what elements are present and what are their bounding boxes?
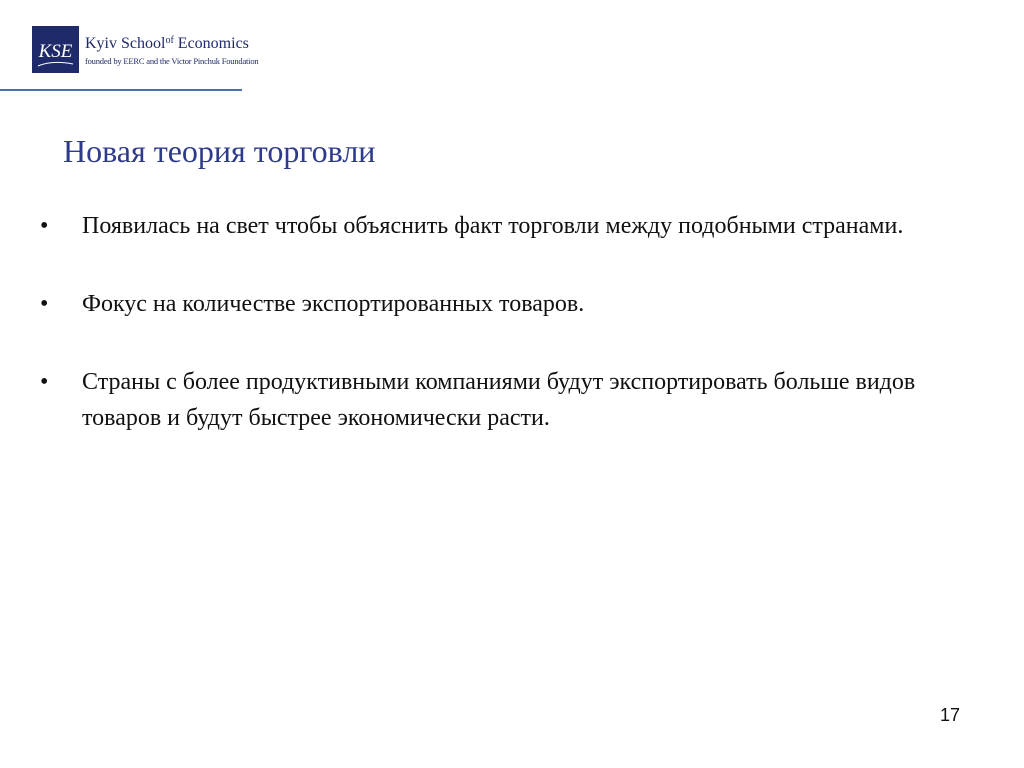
kse-logo — [32, 26, 259, 76]
header-divider — [0, 89, 242, 91]
slide-title: Новая теория торговли — [63, 133, 376, 169]
logo-name-part1: Kyiv School — [85, 35, 166, 52]
kse-monogram-text: KSE — [38, 41, 73, 62]
bullet-dot-icon: • — [40, 291, 49, 317]
bullet-text: Появилась на свет чтобы объяснить факт торговли между подобными странами. — [82, 213, 904, 239]
bullet-dot-icon: • — [40, 369, 49, 395]
bullet-text: Фокус на количестве экспортированных товаров. — [82, 291, 585, 317]
bullet-dot-icon: • — [40, 213, 49, 239]
logo-name-of: of — [165, 35, 174, 46]
bullet-list — [40, 208, 970, 436]
kse-monogram-icon — [32, 26, 79, 73]
logo-name-part2: Economics — [173, 35, 249, 52]
bullet-item — [40, 364, 970, 436]
kse-logo-mark — [32, 26, 79, 73]
bullet-text: Страны с более продуктивными компаниями будут экспортировать больше видов товаров и будут быстрее экономически расти. — [82, 369, 916, 431]
page-number: 17 — [940, 705, 961, 725]
bullet-item — [40, 286, 970, 322]
logo-tagline: founded by EERC and the Victor Pinchuk Foundation — [85, 56, 259, 66]
bullet-item — [40, 208, 970, 244]
logo-name — [85, 36, 249, 52]
